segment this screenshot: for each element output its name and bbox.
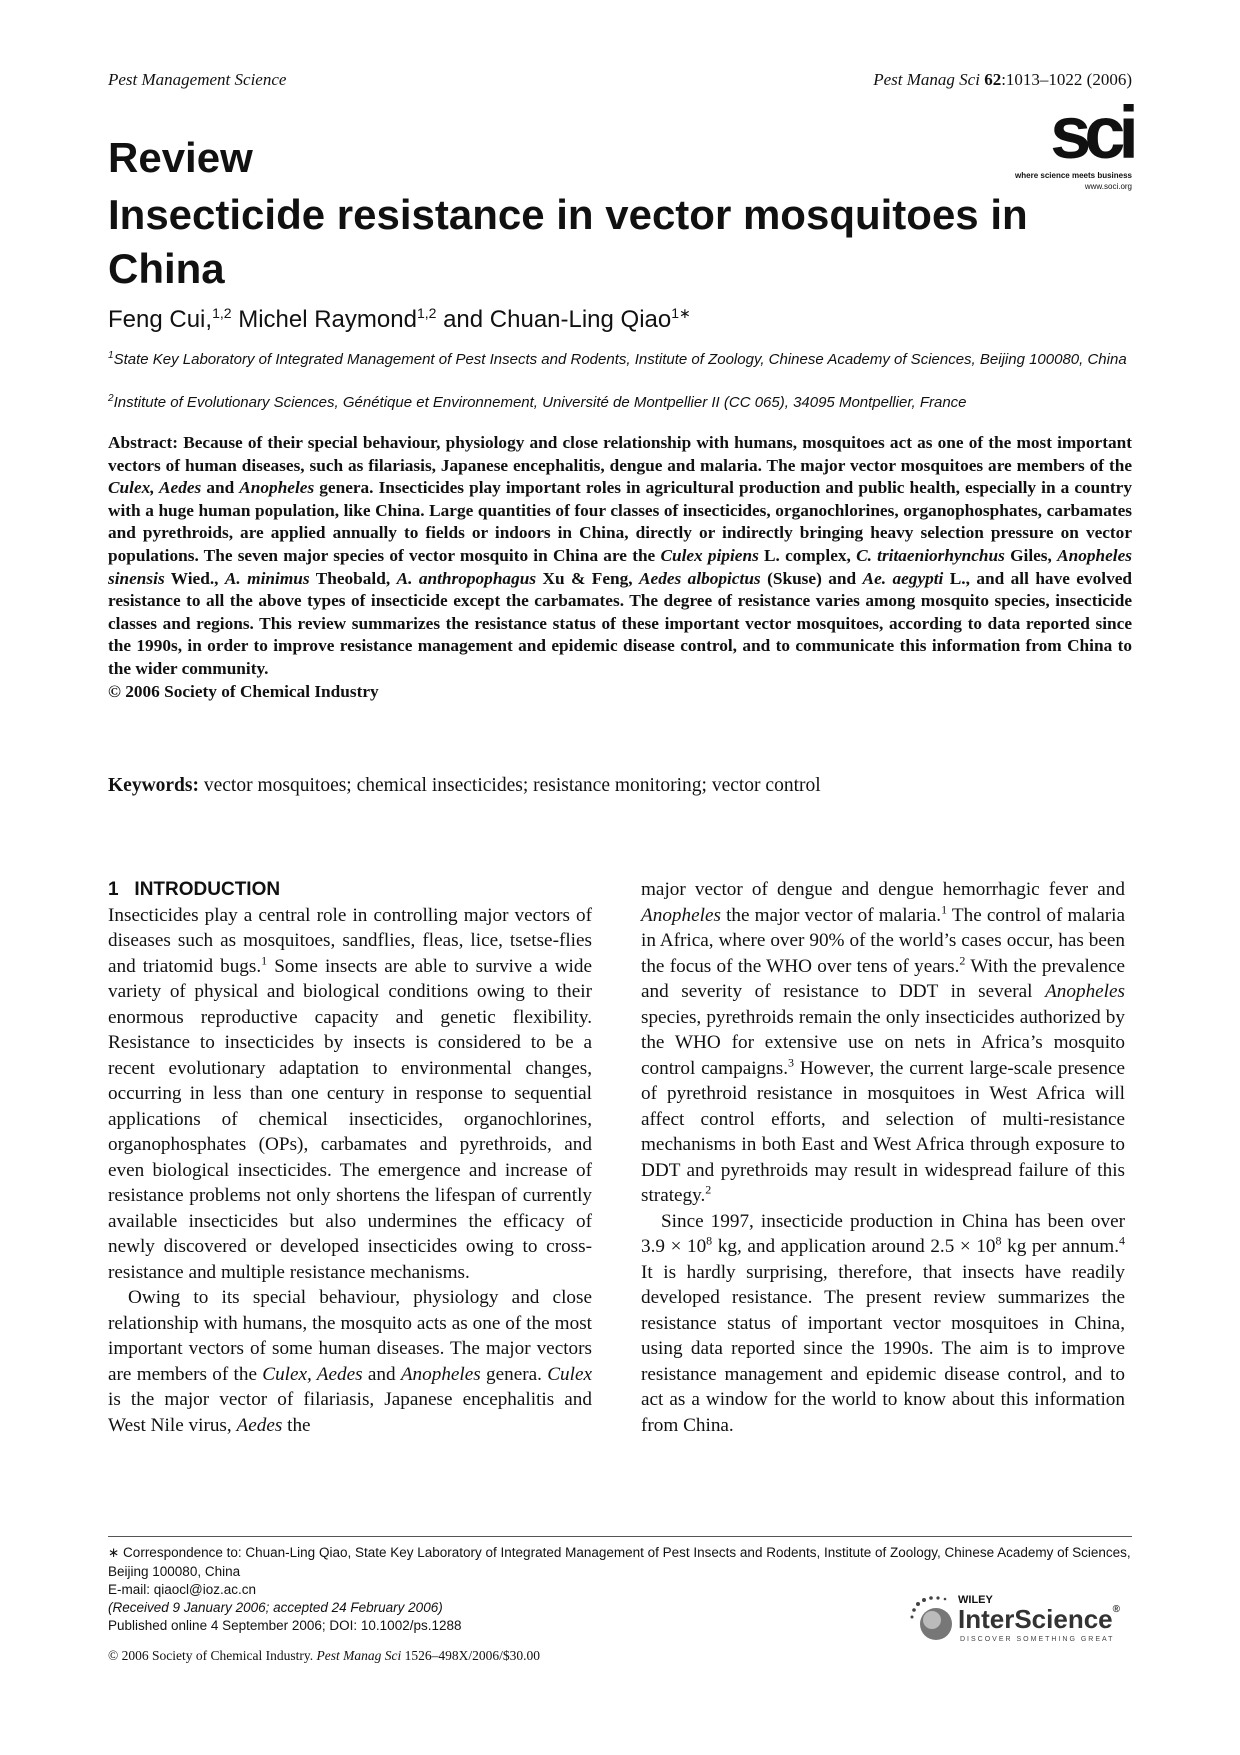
interscience-globe-icon	[908, 1594, 964, 1650]
affiliation	[108, 345, 1128, 370]
body-paragraph: Owing to its special behaviour, physiology and close relationship with humans, the mosquito acts as one of the most important vectors of some human diseases. The major vectors are members of the Culex, Aedes and Anopheles genera. Culex is the major vector of filariasis, Japanese encephalitis and West Nile virus, Aedes the	[108, 1287, 592, 1436]
body-column-right	[641, 877, 1125, 1438]
body-paragraph: major vector of dengue and dengue hemorrhagic fever and Anopheles the major vector of malaria.$^1$ The control of malaria in Africa, where over 90% of the world’s cases occur, has been the focus of the WHO over tens of years.$^2$ With the prevalence and severity of resistance to DDT in several Anopheles species, pyrethroids remain the only insecticides authorized by the WHO for extensive use on nets in Africa’s mosquito control campaigns.$^3$ However, the current large-scale presence of pyrethroid resistance in mosquitoes in West Africa will affect control efforts, and selection of multi-resistance mechanisms in both East and West Africa through exposure to DDT and pyrethroids may result in widespread failure of this strategy.$^2$	[641, 879, 1126, 1206]
affiliation-text: Institute of Evolutionary Sciences, Génétique et Environnement, Université de Montpellier II (CC 065), 34095 Montpellier, France	[113, 394, 967, 411]
author-affil-sup: 1∗	[671, 305, 691, 321]
correspondence-note: ∗ Correspondence to: Chuan-Ling Qiao, State Key Laboratory of Integrated Management of Pest Insects and Rodents, Institute of Zoology, Chinese Academy of Sciences, Beijing 100080, China	[108, 1545, 1131, 1579]
author-list	[108, 305, 691, 334]
footnote-rule	[108, 1536, 1132, 1537]
copyright-journal: Pest Manag Sci	[316, 1648, 402, 1663]
interscience-brand: InterScience	[958, 1604, 1113, 1634]
body-column-left	[108, 877, 592, 1438]
abstract: Abstract: Because of their special behaviour, physiology and close relationship with humans, mosquitoes act as one of the most important vectors of human diseases, such as filariasis, Japanese encephalitis, dengue and malaria. The major vector mosquitoes are members of the Culex, Aedes and Anopheles genera. Insecticides play important roles in agricultural production and public health, especially in a country with a huge human population, like China. Large quantities of four classes of insecticides, organochlorines, organophosphates, carbamates and pyrethroids, are applied annually to fields or indoors in China, directly or indirectly bringing heavy selection pressure on vector populations. The seven major species of vector mosquito in China are the Culex pipiens L. complex, C. tritaeniorhynchus Giles, Anopheles sinensis Wied., A. minimus Theobald, A. anthropophagus Xu & Feng, Aedes albopictus (Skuse) and Ae. aegypti L., and all have evolved resistance to all the above types of insecticide except the carbamates. The degree of resistance varies among mosquito species, insecticide classes and regions. This review summarizes the resistance status of these important vector mosquitoes, according to data reported since the 1990s, in order to improve resistance management and epidemic disease control, and to communicate this information from China to the wider community. © 2006 Society of Chemical Industry	[108, 433, 1132, 701]
citation-volume: 62	[984, 70, 1002, 89]
affiliation-sup: 1	[108, 350, 114, 361]
sci-logo-tagline: where science meets business	[1015, 171, 1132, 180]
sci-logo-url: www.soci.org	[1084, 182, 1132, 191]
affiliation-text: State Key Laboratory of Integrated Management of Pest Insects and Rodents, Institute of Zoology, Chinese Academy of Sciences, Beijing 100080, China	[113, 351, 1127, 368]
registered-mark: ®	[1112, 1604, 1121, 1615]
body-paragraph: Since 1997, insecticide production in China has been over $3.9 \times 10^8$ kg, and application around $2.5 \times 10^8$ kg per annum.$^4$ It is hardly surprising, therefore, that insects have readily developed resistance. The present review summarizes the resistance status of important vector mosquitoes in China, using data reported since the 1990s. The aim is to improve resistance management and epidemic disease control, and to act as a window for the world to know about this information from China.	[641, 1210, 1125, 1436]
section-number: 1	[108, 879, 119, 900]
citation-prefix: Pest Manag Sci	[873, 70, 985, 89]
wiley-interscience-logo	[908, 1592, 1134, 1652]
affiliation-sup: 2	[108, 393, 114, 404]
wiley-wordmark: WILEY	[958, 1594, 993, 1606]
abstract-label: Abstract:	[108, 433, 179, 452]
body-paragraph: Insecticides play a central role in controlling major vectors of diseases such as mosquitoes, sandflies, fleas, lice, tsetse-flies and triatomid bugs.$^1$ Some insects are able to survive a wide variety of physical and biological conditions owing to their enormous reproductive capacity and genetic flexibility. Resistance to insecticides by insects is considered to be a recent evolutionary adaptation to environmental changes, occurring in less than one century in response to sequential applications of chemical insecticides, organochlorines, organophosphates (OPs), carbamates and pyrethroids, and even biological insecticides. The emergence and increase of resistance problems not only shortens the lifespan of currently available insecticides but also undermines the efficacy of newly discovered or developed insecticides owing to cross-resistance and multiple resistance mechanisms.	[108, 904, 592, 1283]
article-type: Review	[108, 134, 253, 181]
sci-logo-mark: sci	[1050, 91, 1132, 174]
received-dates-text: (Received 9 January 2006; accepted 24 February 2006)	[108, 1600, 443, 1615]
running-header-journal: Pest Management Science	[108, 70, 287, 89]
interscience-wordmark	[958, 1604, 1120, 1635]
section-title: INTRODUCTION	[134, 879, 281, 900]
author-affil-sup: 1,2	[416, 305, 437, 321]
author-affil-sup: 1,2	[212, 305, 232, 321]
interscience-tagline: DISCOVER SOMETHING GREAT	[960, 1636, 1115, 1643]
copyright-prefix: © 2006 Society of Chemical Industry.	[108, 1648, 317, 1663]
running-header-citation	[873, 70, 1132, 90]
author-name: Michel Raymond	[238, 306, 417, 333]
published-online: Published online 4 September 2006; DOI: 10.1002/ps.1288	[108, 1618, 462, 1633]
keywords-label: Keywords:	[108, 775, 199, 796]
article-title: Insecticide resistance in vector mosquitoes in China	[108, 191, 1028, 292]
copyright-line	[108, 1648, 540, 1664]
abstract-copyright: © 2006 Society of Chemical Industry	[108, 681, 379, 701]
author-name: and Chuan-Ling Qiao	[443, 306, 672, 333]
keywords	[108, 775, 821, 797]
citation-suffix: :1013–1022 (2006)	[1001, 70, 1132, 89]
correspondence-email: E-mail: qiaocl@ioz.ac.cn	[108, 1582, 257, 1597]
keywords-text: vector mosquitoes; chemical insecticides; resistance monitoring; vector control	[203, 775, 821, 796]
sci-logo	[1008, 91, 1132, 200]
affiliation	[108, 388, 1128, 413]
copyright-suffix: 1526–498X/2006/$30.00	[401, 1648, 540, 1663]
author-name: Feng Cui,	[108, 306, 213, 333]
section-heading	[108, 877, 592, 903]
